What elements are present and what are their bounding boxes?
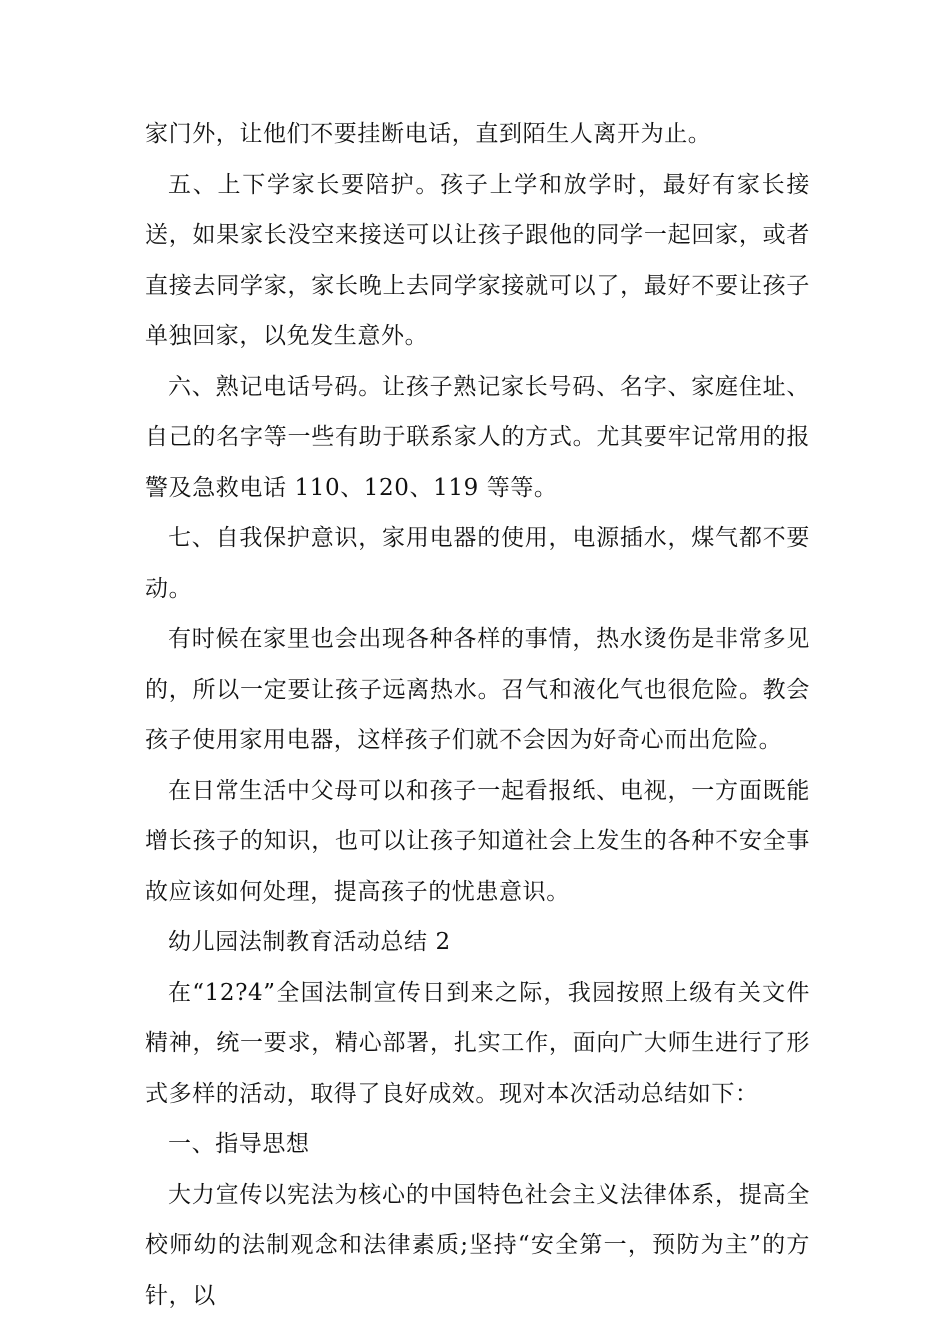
section-heading: 一、指导思想 xyxy=(168,1131,310,1157)
document-body xyxy=(145,109,810,1321)
paragraph: 在“12?4”全国法制宣传日到来之际，我园按照上级有关文件精神，统一要求，精心部署，扎实工作，面向广大师生进行了形式多样的活动，取得了良好成效。现对本次活动总结如下： xyxy=(145,979,810,1107)
paragraph: 家门外，让他们不要挂断电话，直到陌生人离开为止。 xyxy=(145,121,712,147)
paragraph: 六、熟记电话号码。让孩子熟记家长号码、名字、家庭住址、自己的名字等一些有助于联系家人的方式。尤其要牢记常用的报警及急救电话 110、120、119 等等。 xyxy=(145,373,810,501)
paragraph: 大力宣传以宪法为核心的中国特色社会主义法律体系，提高全校师幼的法制观念和法律素质;坚持“安全第一，预防为主”的方针，以 xyxy=(145,1181,810,1309)
paragraph: 在日常生活中父母可以和孩子一起看报纸、电视，一方面既能增长孩子的知识，也可以让孩子知道社会上发生的各种不安全事故应该如何处理，提高孩子的忧患意识。 xyxy=(145,777,810,905)
section-title: 幼儿园法制教育活动总结 2 xyxy=(168,929,451,955)
paragraph: 有时候在家里也会出现各种各样的事情，热水烫伤是非常多见的，所以一定要让孩子远离热水。召气和液化气也很危险。教会孩子使用家用电器，这样孩子们就不会因为好奇心而出危险。 xyxy=(145,626,810,753)
paragraph: 五、上下学家长要陪护。孩子上学和放学时，最好有家长接送，如果家长没空来接送可以让孩子跟他的同学一起回家，或者直接去同学家，家长晚上去同学家接就可以了，最好不要让孩子单独回家，以免发生意外。 xyxy=(145,171,810,349)
paragraph: 七、自我保护意识，家用电器的使用，电源插水，煤气都不要动。 xyxy=(145,525,810,602)
